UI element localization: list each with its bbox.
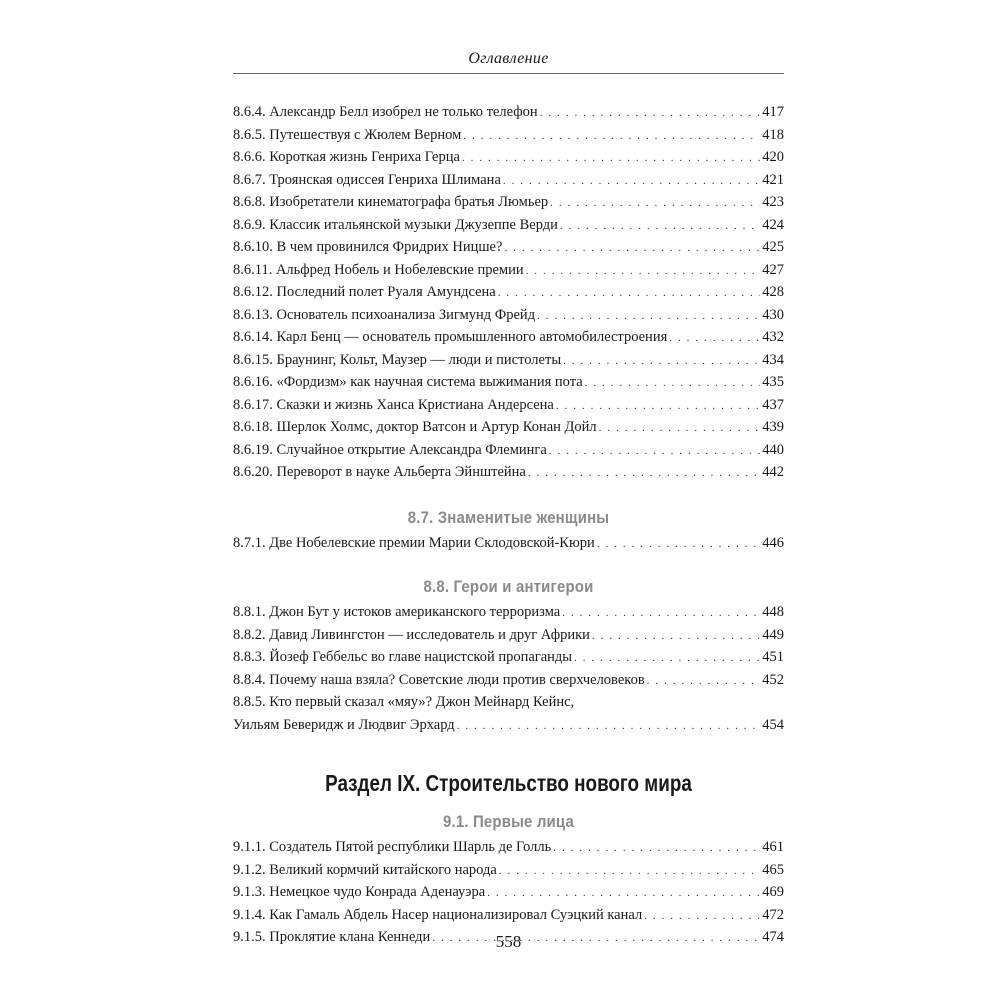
dot-leader: [463, 125, 760, 148]
part-heading: Раздел IX. Строительство нового мира: [325, 770, 692, 796]
dot-leader: [540, 102, 761, 125]
toc-entry[interactable]: [233, 326, 784, 349]
entry-page: 425: [762, 239, 784, 255]
dot-leader: [503, 170, 760, 193]
entry-page: 435: [762, 374, 784, 390]
toc-entry[interactable]: [233, 281, 784, 304]
entry-title: 8.6.16. «Фордизм» как научная система выжимания пота: [233, 374, 583, 390]
toc-entry[interactable]: [233, 304, 784, 327]
entry-page: 439: [762, 419, 784, 435]
toc-entry[interactable]: [233, 669, 784, 692]
entry-page: 420: [762, 149, 784, 165]
dot-leader: [526, 260, 761, 283]
dot-leader: [592, 625, 760, 648]
entry-title: 8.6.15. Браунинг, Кольт, Маузер — люди и пистолеты: [233, 351, 562, 368]
toc-entry[interactable]: [233, 259, 784, 282]
entry-page: 449: [762, 626, 784, 643]
toc-entry[interactable]: [233, 236, 784, 259]
dot-leader: [504, 237, 760, 260]
entry-page: 448: [762, 604, 784, 620]
entry-title: 8.6.12. Последний полет Руаля Амундсена: [233, 284, 496, 300]
entry-title: 9.1.2. Великий кормчий китайского народа: [233, 861, 497, 878]
entry-title: 8.6.11. Альфред Нобель и Нобелевские премии: [233, 261, 524, 278]
entry-page: 446: [762, 534, 784, 551]
entry-title: 8.6.20. Переворот в науке Альберта Эйнштейна: [233, 464, 526, 480]
toc-entry[interactable]: [233, 461, 784, 484]
entry-title: 8.8.3. Йозеф Геббельс во главе нацистской пропаганды: [233, 649, 573, 665]
section-heading: 9.1. Первые лица: [442, 812, 574, 831]
entry-title: 8.6.5. Путешествуя с Жюлем Верном: [233, 126, 462, 143]
toc-entry[interactable]: [233, 214, 784, 237]
dot-leader: [556, 395, 760, 418]
entry-page: 417: [762, 104, 784, 120]
toc-group-8-7: [233, 532, 784, 555]
dot-leader: [647, 670, 761, 693]
entry-title: 8.6.18. Шерлок Холмс, доктор Ватсон и Артур Конан Дойл: [233, 419, 597, 435]
entry-page: 442: [762, 464, 784, 480]
toc-entry[interactable]: [233, 646, 784, 669]
page-number: 558: [495, 932, 522, 951]
toc-group-8-8: [233, 601, 784, 736]
entry-title: 8.7.1. Две Нобелевские премии Марии Склодовской-Кюри: [233, 534, 595, 551]
entry-page: 421: [762, 171, 784, 188]
entry-page: 428: [762, 284, 784, 300]
running-head: Оглавление: [468, 50, 549, 67]
toc-entry[interactable]: [233, 416, 784, 439]
dot-leader: [574, 647, 760, 670]
toc-entry[interactable]: [233, 439, 784, 462]
entry-page: 452: [762, 671, 784, 688]
dot-leader: [462, 147, 760, 170]
entry-page: 430: [762, 306, 784, 323]
entry-title: 8.6.6. Короткая жизнь Генриха Герца: [233, 149, 460, 165]
entry-title: 8.6.13. Основатель психоанализа Зигмунд Фрейд: [233, 306, 536, 323]
dot-leader: [597, 533, 760, 556]
dot-leader: [563, 350, 760, 373]
entry-page: 423: [762, 194, 784, 210]
dot-leader: [585, 372, 761, 395]
dot-leader: [599, 417, 761, 440]
entry-title: 8.8.4. Почему наша взяла? Советские люди против сверхчеловеков: [233, 671, 645, 688]
entry-title: 8.6.7. Троянская одиссея Генриха Шлимана: [233, 171, 501, 188]
entry-page: 424: [762, 216, 784, 233]
dot-leader: [553, 837, 760, 860]
toc-entry[interactable]: [233, 169, 784, 192]
dot-leader: [549, 440, 760, 463]
dot-leader: [499, 860, 760, 883]
dot-leader: [560, 215, 760, 238]
toc-entry[interactable]: [233, 191, 784, 214]
toc-entry[interactable]: [233, 836, 784, 859]
entry-title: 9.1.4. Как Гамаль Абдель Насер национализировал Суэцкий канал: [233, 906, 643, 923]
toc-entry[interactable]: [233, 394, 784, 417]
toc-group-8-6: [233, 101, 784, 484]
entry-title: 9.1.5. Проклятие клана Кеннеди: [233, 929, 431, 945]
section-heading: 8.7. Знаменитые женщины: [407, 507, 610, 527]
entry-title: 8.8.2. Давид Ливингстон — исследователь и друг Африки: [233, 626, 590, 643]
section-heading: 8.8. Герои и антигерои: [423, 577, 594, 596]
dot-leader: [644, 905, 760, 928]
dot-leader: [669, 327, 760, 350]
toc-entry[interactable]: [233, 532, 784, 555]
entry-title: 8.8.1. Джон Бут у истоков американского терроризма: [233, 604, 561, 620]
toc-entry[interactable]: [233, 904, 784, 927]
header-rule: [233, 73, 784, 74]
entry-page: 461: [762, 839, 784, 855]
entry-title: 8.6.8. Изобретатели кинематографа братья Люмьер: [233, 194, 549, 210]
dot-leader: [528, 462, 760, 485]
dot-leader: [562, 602, 760, 625]
toc-entry[interactable]: [233, 859, 784, 882]
entry-title: 8.6.17. Сказки и жизнь Ханса Кристиана Андерсена: [233, 396, 554, 413]
toc-entry[interactable]: [233, 601, 784, 624]
entry-page: 465: [762, 861, 784, 878]
dot-leader: [550, 192, 760, 215]
entry-page: 440: [762, 441, 784, 458]
toc-entry[interactable]: [233, 624, 784, 647]
dot-leader: [487, 882, 760, 905]
entry-page: 432: [762, 329, 784, 345]
toc-entry[interactable]: [233, 124, 784, 147]
entry-page: 418: [762, 126, 784, 143]
entry-title: 8.6.10. В чем провинился Фридрих Ницше?: [233, 239, 503, 255]
entry-page: 474: [762, 929, 784, 945]
dot-leader: [537, 305, 760, 328]
entry-title: 8.6.14. Карл Бенц — основатель промышленного автомобилестроения: [233, 329, 668, 345]
table-of-contents: [233, 101, 784, 949]
entry-page: 427: [762, 261, 784, 278]
entry-title: 9.1.3. Немецкое чудо Конрада Аденауэра: [233, 884, 486, 900]
entry-title: 8.6.4. Александр Белл изобрел не только телефон: [233, 104, 538, 120]
toc-entry[interactable]: [233, 146, 784, 169]
entry-page: 434: [762, 351, 784, 368]
entry-title-line1: 8.8.5. Кто первый сказал «мяу»? Джон Мейнард Кейнс,: [233, 694, 575, 710]
entry-title-line2: Уильям Беверидж и Людвиг Эрхард: [233, 716, 455, 733]
entry-page: 454: [762, 716, 784, 733]
entry-page: 472: [762, 906, 784, 923]
toc-entry[interactable]: [233, 371, 784, 394]
dot-leader: [457, 715, 761, 738]
toc-entry[interactable]: [233, 349, 784, 372]
entry-page: 451: [762, 649, 784, 665]
toc-entry-multiline[interactable]: [233, 691, 784, 736]
toc-entry[interactable]: [233, 881, 784, 904]
entry-title: 8.6.9. Классик итальянской музыки Джузеппе Верди: [233, 216, 558, 233]
entry-page: 469: [762, 884, 784, 900]
toc-entry[interactable]: [233, 101, 784, 124]
dot-leader: [498, 282, 761, 305]
entry-page: 437: [762, 396, 784, 413]
entry-title: 9.1.1. Создатель Пятой республики Шарль де Голль: [233, 839, 552, 855]
entry-title: 8.6.19. Случайное открытие Александра Флеминга: [233, 441, 547, 458]
